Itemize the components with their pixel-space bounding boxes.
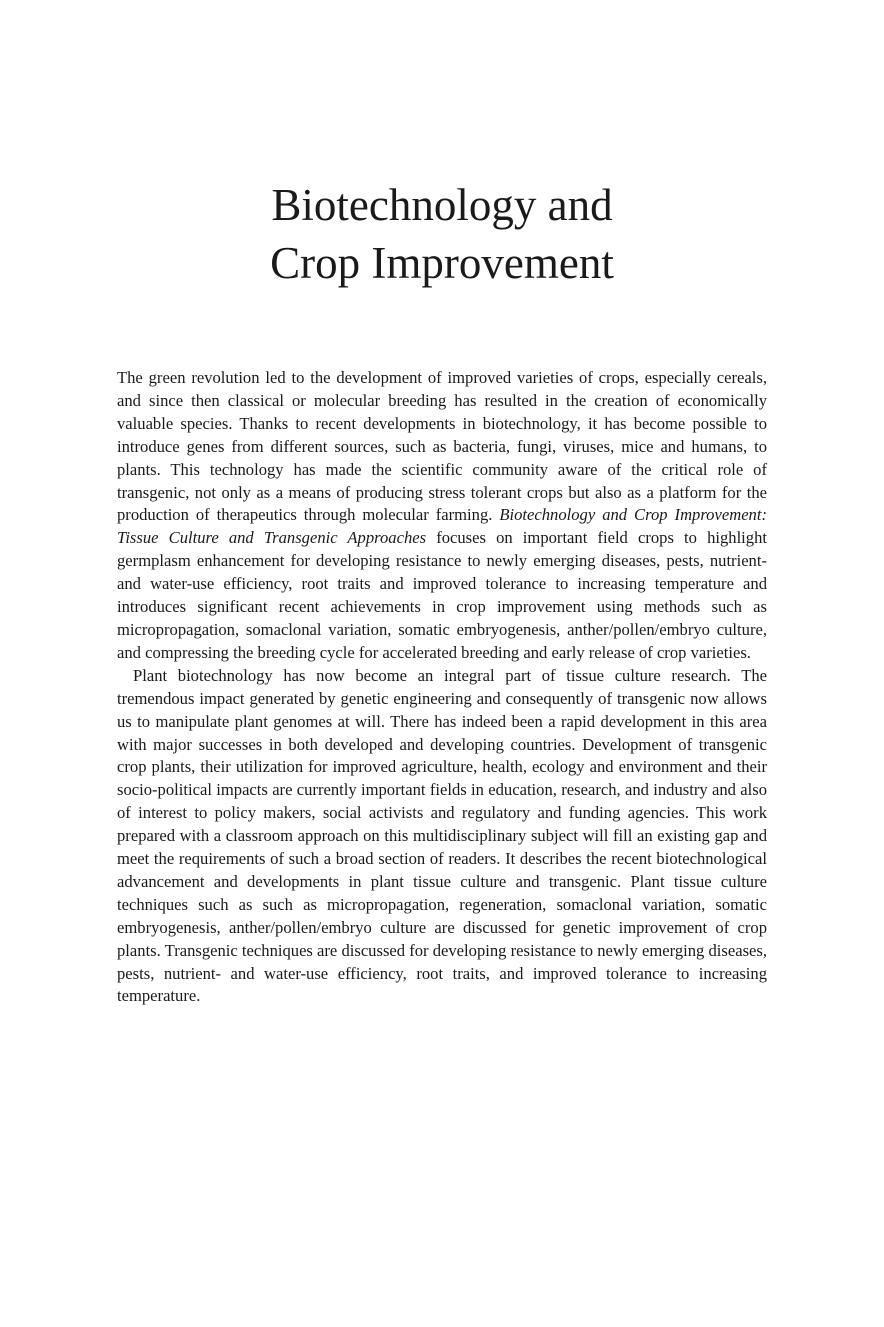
page-title xyxy=(117,176,767,292)
paragraph-1-part-2: focuses on important field crops to highlight germplasm enhancement for developing resistance to newly emerging diseases, pests, nutrient- and water-use efficiency, root traits and improved tolerance to increasing temperature and introduces significant recent achievements in crop improvement using methods such as micropropagation, somaclonal variation, somatic embryogenesis, anther/pollen/embryo culture, and compressing the breeding cycle for accelerated breeding and early release of crop varieties. xyxy=(117,528,767,662)
title-line-2: Crop Improvement xyxy=(270,238,614,288)
book-title-italic: Biotechnology and Crop Improvement: Tissue Culture and Transgenic Approaches xyxy=(117,505,767,548)
paragraph-1-part-1: The green revolution led to the development of improved varieties of crops, especially cereals, and since then classical or molecular breeding has resulted in the creation of economically valuable species. Thanks to recent developments in biotechnology, it has become possible to introduce genes from different sources, such as bacteria, fungi, viruses, mice and humans, to plants. This technology has made the scientific community aware of the critical role of transgenic, not only as a means of producing stress tolerant crops but also as a platform for the production of therapeutics through molecular farming. xyxy=(117,368,767,525)
title-line-1: Biotechnology and xyxy=(271,180,613,230)
description-body xyxy=(117,367,767,1008)
paragraph-1 xyxy=(117,367,767,665)
paragraph-2: Plant biotechnology has now become an integral part of tissue culture research. The tremendous impact generated by genetic engineering and consequently of transgenic now allows us to manipulate plant genomes at will. There has indeed been a rapid development in this area with major successes in both developed and developing countries. Development of transgenic crop plants, their utilization for improved agriculture, health, ecology and environment and their socio-political impacts are currently important fields in education, research, and industry and also of interest to policy makers, social activists and regulatory and funding agencies. This work prepared with a classroom approach on this multidisciplinary subject will fill an existing gap and meet the requirements of such a broad section of readers. It describes the recent biotechnological advancement and developments in plant tissue culture and transgenic. Plant tissue culture techniques such as such as micropropagation, regeneration, somaclonal variation, somatic embryogenesis, anther/pollen/embryo culture are discussed for genetic improvement of crop plants. Transgenic techniques are discussed for developing resistance to newly emerging diseases, pests, nutrient- and water-use efficiency, root traits, and improved tolerance to increasing temperature. xyxy=(117,665,767,1006)
